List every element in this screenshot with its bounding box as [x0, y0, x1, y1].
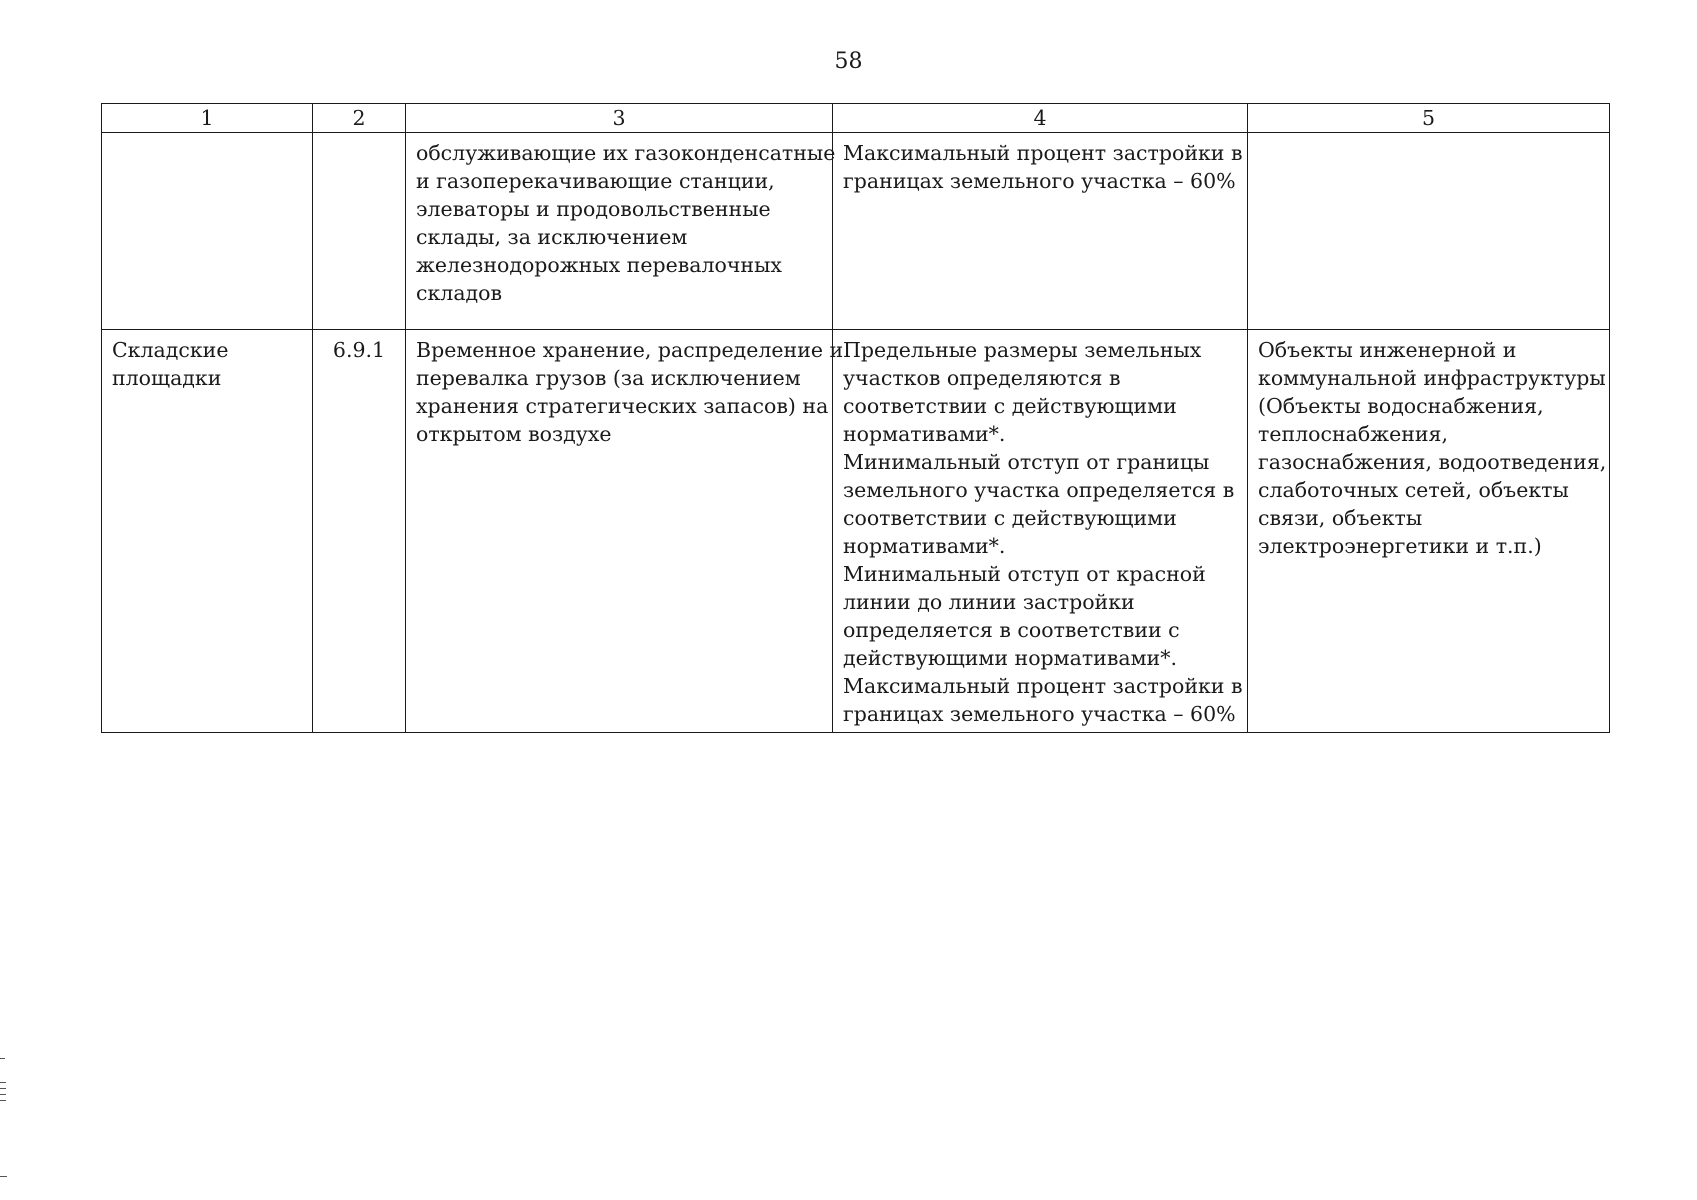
text-line: линии до линии застройки	[843, 590, 1135, 614]
text-line: обслуживающие их газоконденсатные	[416, 141, 836, 165]
text-line: границах земельного участка – 60%	[843, 169, 1236, 193]
text-line: Минимальный отступ от границы	[843, 450, 1210, 474]
cell-use-description	[406, 133, 836, 330]
text-line: газоснабжения, водоотведения,	[1258, 450, 1607, 474]
text-line: складов	[416, 281, 503, 305]
text-line: Объекты инженерной и	[1258, 338, 1517, 362]
scan-mark	[0, 1094, 6, 1095]
column-header-4: 4	[833, 104, 1248, 133]
table-row	[102, 133, 1610, 330]
cell-parameters	[833, 330, 1248, 733]
cell-land-use-name	[102, 330, 313, 733]
text-line: электроэнергетики и т.п.)	[1258, 534, 1542, 558]
cell-parameters	[833, 133, 1248, 330]
text-line: нормативами*.	[843, 422, 1006, 446]
text-line: нормативами*.	[843, 534, 1006, 558]
cell-land-use-name	[102, 133, 313, 330]
column-header-5: 5	[1248, 104, 1610, 133]
scan-mark	[0, 1176, 7, 1177]
scan-mark	[0, 1088, 6, 1089]
text-line: Складские	[112, 338, 229, 362]
text-line: Предельные размеры земельных	[843, 338, 1202, 362]
text-line: (Объекты водоснабжения,	[1258, 394, 1544, 418]
text-line: железнодорожных перевалочных	[416, 253, 782, 277]
text-line: земельного участка определяется в	[843, 478, 1235, 502]
text-line: Временное хранение, распределение и	[416, 338, 844, 362]
text-line: действующими нормативами*.	[843, 646, 1177, 670]
text-line: определяется в соответствии с	[843, 618, 1180, 642]
column-header-2: 2	[313, 104, 406, 133]
text-line: слаботочных сетей, объекты	[1258, 478, 1569, 502]
text-line: Максимальный процент застройки в	[843, 141, 1243, 165]
scan-mark	[0, 1100, 6, 1101]
page-number: 58	[834, 49, 863, 74]
text-line: склады, за исключением	[416, 225, 688, 249]
text-line: открытом воздухе	[416, 422, 612, 446]
text-line: участков определяются в	[843, 366, 1121, 390]
cell-use-code	[313, 133, 406, 330]
cell-use-description	[406, 330, 844, 733]
text-line: перевалка грузов (за исключением	[416, 366, 801, 390]
text-line: коммунальной инфраструктуры	[1258, 366, 1606, 390]
text-line: Минимальный отступ от красной	[843, 562, 1206, 586]
text-line: Максимальный процент застройки в	[843, 674, 1243, 698]
text-line: теплоснабжения,	[1258, 422, 1448, 446]
cell-auxiliary-uses	[1248, 330, 1610, 733]
regulations-table	[101, 103, 1610, 733]
cell-use-code: 6.9.1	[313, 330, 406, 733]
table-header-row	[102, 104, 1610, 133]
scan-mark	[0, 1058, 5, 1059]
text-line: элеваторы и продовольственные	[416, 197, 771, 221]
table-row	[102, 330, 1610, 733]
text-line: хранения стратегических запасов) на	[416, 394, 829, 418]
column-header-1: 1	[102, 104, 313, 133]
text-line: площадки	[112, 366, 222, 390]
text-line: и газоперекачивающие станции,	[416, 169, 775, 193]
cell-auxiliary-uses	[1248, 133, 1610, 330]
text-line: соответствии с действующими	[843, 394, 1177, 418]
text-line: связи, объекты	[1258, 506, 1423, 530]
scan-mark	[0, 1082, 6, 1083]
text-line: соответствии с действующими	[843, 506, 1177, 530]
column-header-3: 3	[406, 104, 833, 133]
text-line: границах земельного участка – 60%	[843, 702, 1236, 726]
